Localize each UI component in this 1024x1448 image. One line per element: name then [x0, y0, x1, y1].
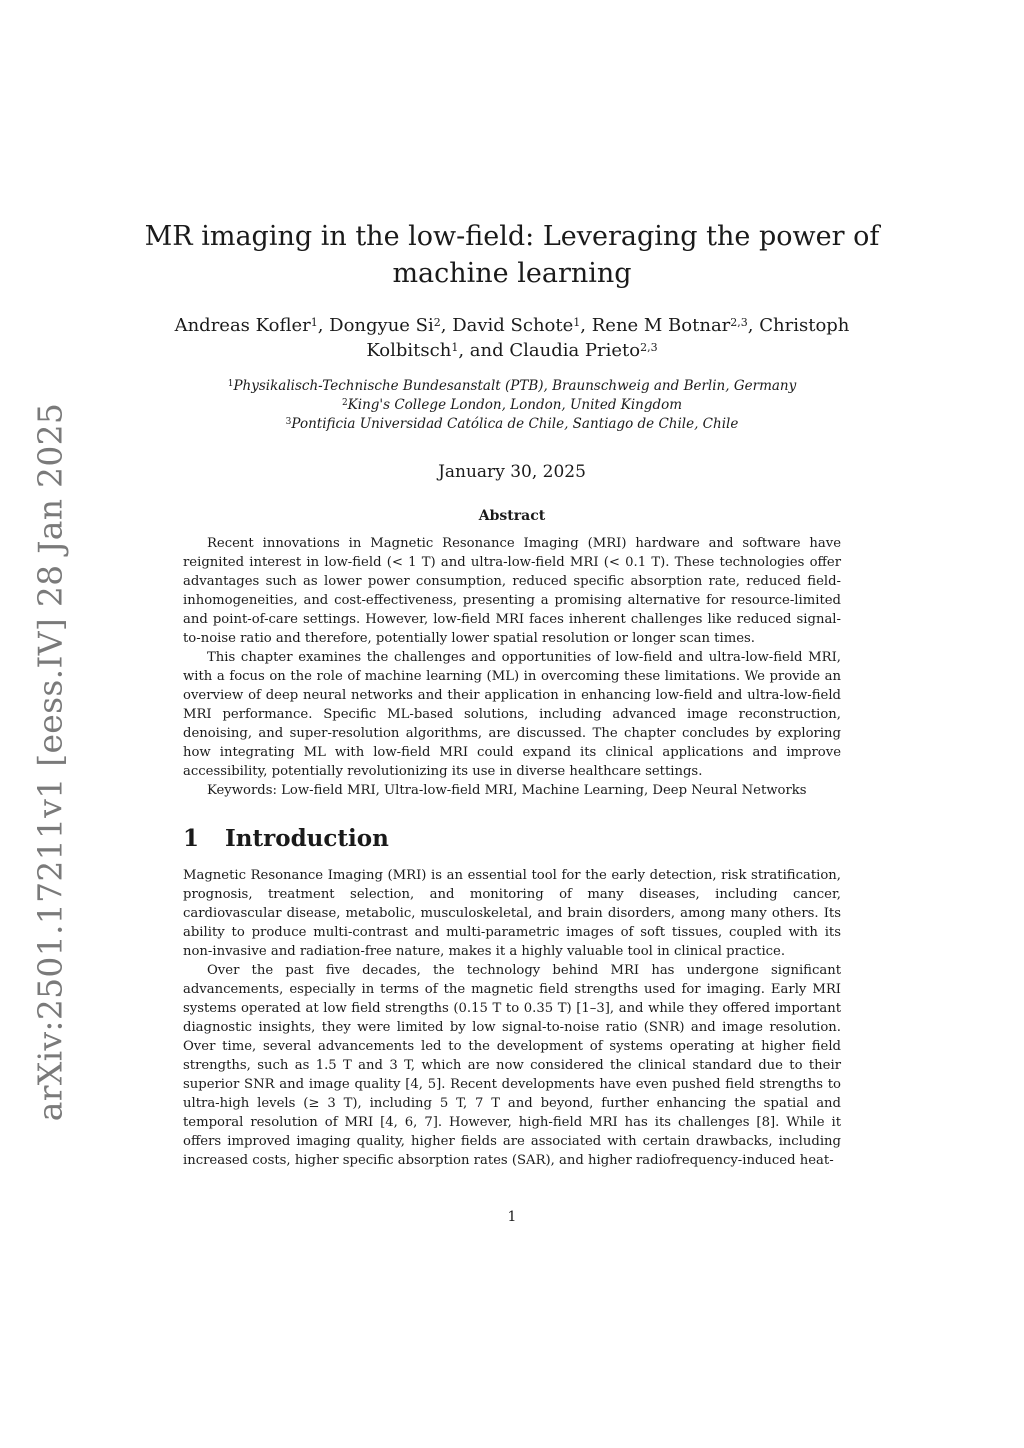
- body-paragraph: Over the past five decades, the technology behind MRI has undergone significant advancements, especially in terms of the magnetic field strengths used for imaging. Early MRI systems operated at low field strengths (0.15 T to 0.35 T) [1–3], and while they offered important diagnostic insights, they were limited by low signal-to-noise ratio (SNR) and image resolution. Over time, several advancements led to the development of systems operating at higher field strengths, such as 1.5 T and 3 T, which are now considered the clinical standard due to their superior SNR and image quality [4, 5]. Recent developments have even pushed field strengths to ultra-high levels (≥ 3 T), including 5 T, 7 T and beyond, further enhancing the spatial and temporal resolution of MRI [4, 6, 7]. However, high-field MRI has its challenges [8]. While it offers improved imaging quality, higher fields are associated with certain drawbacks, including increased costs, higher specific absorption rates (SAR), and higher radiofrequency-induced heat-: [183, 963, 841, 1168]
- author-affiliation-mark: 2: [433, 316, 441, 329]
- affiliation-list: [150, 377, 874, 434]
- author-name: Christoph Kolbitsch: [366, 315, 850, 361]
- paper-title: MR imaging in the low-field: Leveraging the power of machine learning: [144, 221, 880, 289]
- affiliation-text: King's College London, London, United Kingdom: [347, 397, 683, 413]
- affiliation-text: Physikalisch-Technische Bundesanstalt (PTB), Braunschweig and Berlin, Germany: [233, 378, 797, 394]
- section-heading: [183, 824, 389, 854]
- arxiv-identifier: arXiv:2501.17211v1 [eess.IV] 28 Jan 2025: [30, 402, 70, 1122]
- affiliation-line: [150, 415, 874, 434]
- abstract-paragraph: Recent innovations in Magnetic Resonance Imaging (MRI) hardware and software have reignited interest in low-field (< 1 T) and ultra-low-field MRI (< 0.1 T). These technologies offer advantages such as lower power consumption, reduced specific absorption rate, reduced field-inhomogeneities, and cost-effectiveness, presenting a promising alternative for resource-limited and point-of-care settings. However, low-field MRI faces inherent challenges like reduced signal-to-noise ratio and therefore, potentially lower spatial resolution or longer scan times.: [183, 536, 841, 646]
- affiliation-line: [150, 396, 874, 415]
- author-name: Rene M Botnar: [591, 315, 731, 336]
- abstract-heading: Abstract: [478, 508, 546, 524]
- author-affiliation-mark: 2,3: [730, 316, 748, 329]
- author-affiliation-mark: 1: [310, 316, 318, 329]
- keywords-line: Keywords: Low-field MRI, Ultra-low-field MRI, Machine Learning, Deep Neural Networks: [207, 783, 807, 798]
- author-name: David Schote: [452, 315, 574, 336]
- affiliation-number: 1: [227, 379, 234, 389]
- author-name: Andreas Kofler: [174, 315, 311, 336]
- affiliation-line: [150, 377, 874, 396]
- affiliation-text: Pontificia Universidad Católica de Chile, Santiago de Chile, Chile: [291, 416, 739, 432]
- affiliation-number: 2: [341, 398, 348, 408]
- section-number: 1: [183, 825, 200, 852]
- abstract-paragraph: This chapter examines the challenges and opportunities of low-field and ultra-low-field MRI, with a focus on the role of machine learning (ML) in overcoming these limitations. We provide an overview of deep neural networks and their application in enhancing low-field and ultra-low-field MRI performance. Specific ML-based solutions, including advanced image reconstruction, denoising, and super-resolution algorithms, are discussed. The chapter concludes by exploring how integrating ML with low-field MRI could expand its clinical applications and improve accessibility, potentially revolutionizing its use in diverse healthcare settings.: [183, 650, 841, 779]
- body-paragraph: Magnetic Resonance Imaging (MRI) is an essential tool for the early detection, risk stratification, prognosis, treatment selection, and monitoring of many diseases, including cancer, cardiovascular disease, metabolic, musculoskeletal, and brain disorders, among many others. Its ability to produce multi-contrast and multi-parametric images of soft tissues, coupled with its non-invasive and radiation-free nature, makes it a highly valuable tool in clinical practice.: [183, 868, 841, 959]
- author-list: Andreas Kofler$^1$, Dongyue Si$^2$, David Schote$^1$, Rene M Botnar$^{2,3}$, Christoph Kolbitsch$^1$, and Claudia Prieto$^{2,3}$: [174, 315, 850, 361]
- abstract-body: [183, 534, 841, 800]
- page-number: 1: [507, 1209, 517, 1225]
- author-affiliation-mark: 1: [573, 316, 581, 329]
- introduction-body: [183, 866, 841, 1170]
- publication-date: January 30, 2025: [438, 462, 586, 482]
- author-name: Dongyue Si: [329, 315, 434, 336]
- author-affiliation-mark: 2,3: [640, 341, 658, 354]
- section-title: Introduction: [225, 825, 389, 852]
- author-name: and Claudia Prieto: [469, 340, 641, 361]
- affiliation-number: 3: [285, 417, 292, 427]
- author-affiliation-mark: 1: [451, 341, 459, 354]
